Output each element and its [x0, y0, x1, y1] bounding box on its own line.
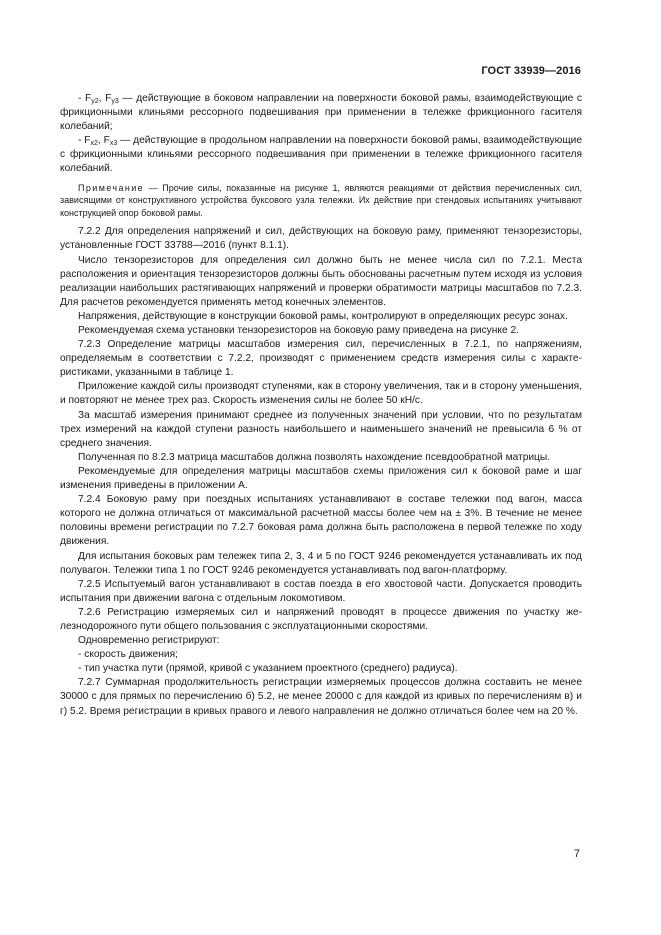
force-description: — действующие в боковом направлении на поверхности боковой рамы, взаимодействующие с фрикционными клиньями рессорного подвешивания при применении в тележке фрикционного гасителя колебаний;	[60, 93, 582, 133]
paragraph-7-2-5: 7.2.5 Испытуемый вагон устанавливают в состав поезда в его хвостовой части. Допускается проводить испытания при движении вагона с отдельным локомотивом.	[60, 578, 582, 604]
paragraph-7-2-4: 7.2.4 Боковую раму при поездных испытаниях устанавливают в составе тележки под вагон, масса которого не должна отличаться от максимальной расчетной массы более чем на ± 3%. В течение не менее половины времени регистрации по 7.2.7 боковая рама должна быть расположена в первой тележке по ходу движения.	[60, 494, 582, 548]
paragraph-7-2-7: 7.2.7 Суммарная продолжительность регистрации измеряемых процессов должна составить не менее 30000 с для прямых по перечислению б) 5.2, не менее 20000 с для каждой из кривых по перечислениям в) и г) 5.2. Время регистрации в кривых правого и левого направления не должно отличаться более чем на 20 %.	[60, 677, 582, 717]
paragraph-7-2-2: 7.2.2 Для определения напряжений и сил, действующих на боковую раму, применяют тензорезисторы, установленные ГОСТ 33788—2016 (пункт 8.1.1).	[60, 226, 582, 252]
force-subscript: x3	[109, 140, 118, 148]
force-item-lateral	[60, 92, 582, 134]
page-number: 7	[573, 848, 580, 860]
list-item: - скорость движения;	[78, 649, 178, 661]
force-item-longitudinal	[60, 134, 582, 176]
standard-designation: ГОСТ 33939—2016	[481, 65, 581, 77]
paragraph: За масштаб измерения принимают среднее из полученных значений при условии, что по результатам трех измерений на каждой ступени разность наибольшего и наименьшего значений не превысила 6 % от среднего значения.	[60, 409, 582, 449]
list-item: - тип участка пути (прямой, кривой с указанием проектного (среднего) радиуса).	[78, 663, 458, 675]
force-symbol: - F	[78, 93, 92, 104]
force-symbol: , F	[98, 93, 112, 104]
force-description: — действующие в продольном направлении на поверхности боковой рамы, взаимодействующие с фрикционными клиньями рессорного подвешивания при применении в тележке фрикционного гасителя колебаний.	[60, 135, 582, 175]
note	[60, 182, 582, 220]
force-subscript: y3	[111, 98, 119, 105]
note-text: — Прочие силы, показанные на рисунке 1, являются реакциями от действия перечисленных сил, зависящими от конструктивного устройства буксового узла тележки. Их действие при стендовых испытаниях учитывают конструкцией опор боковой рамы.	[60, 182, 582, 218]
force-subscript: y2	[91, 98, 99, 105]
paragraph-7-2-3: 7.2.3 Определение матрицы масштабов измерения сил, перечисленных в 7.2.1, по напряжениям, определяемым в соответствии с 7.2.2, производят с применением средств измерения силы с характеристиками, указанными в таблице 1.	[60, 339, 582, 379]
paragraph: Напряжения, действующие в конструкции боковой рамы, контролируют в определяющих ресурс зонах.	[78, 310, 568, 322]
paragraph: Число тензорезисторов для определения сил должно быть не менее числа сил по 7.2.1. Места расположения и ориентация тензорезисторов должны быть обоснованы расчетным путем исходя из условия реализации наибольших растягивающих напряжений и проверки обратимости матрицы масштабов по 7.2.3. Для расчетов рекомендуется применять метод конечных элементов.	[60, 254, 582, 308]
note-label: Примечание	[78, 182, 145, 193]
paragraph-7-2-6: 7.2.6 Регистрацию измеряемых сил и напряжений проводят в процессе движения по участку железнодорожного пути общего пользования с эксплуатационными скоростями.	[60, 606, 582, 632]
force-symbol: , F	[97, 135, 110, 147]
paragraph: Рекомендуемые для определения матрицы масштабов схемы приложения сил к боковой раме и шаг изменения приведены в приложении А.	[60, 465, 582, 492]
force-symbol: - F	[78, 135, 91, 147]
paragraph: Одновременно регистрируют:	[78, 635, 220, 647]
paragraph: Приложение каждой силы производят ступенями, как в сторону увеличения, так и в сторону уменьшения, и повторяют не менее трех раз. Скорость изменения силы не более 50 кН/с.	[60, 381, 582, 407]
document-body	[60, 92, 582, 719]
paragraph: Для испытания боковых рам тележек типа 2, 3, 4 и 5 по ГОСТ 9246 рекомендуется устанавливать их под полувагон. Тележки типа 1 по ГОСТ 9246 рекомендуется устанавливать под вагон-платформу.	[60, 550, 582, 576]
force-subscript: x2	[90, 140, 98, 148]
paragraph: Рекомендуемая схема установки тензорезисторов на боковую раму приведена на рисунке 2.	[78, 325, 519, 336]
paragraph: Полученная по 8.2.3 матрица масштабов должна позволять нахождение псевдообратной матрицы.	[78, 451, 551, 463]
